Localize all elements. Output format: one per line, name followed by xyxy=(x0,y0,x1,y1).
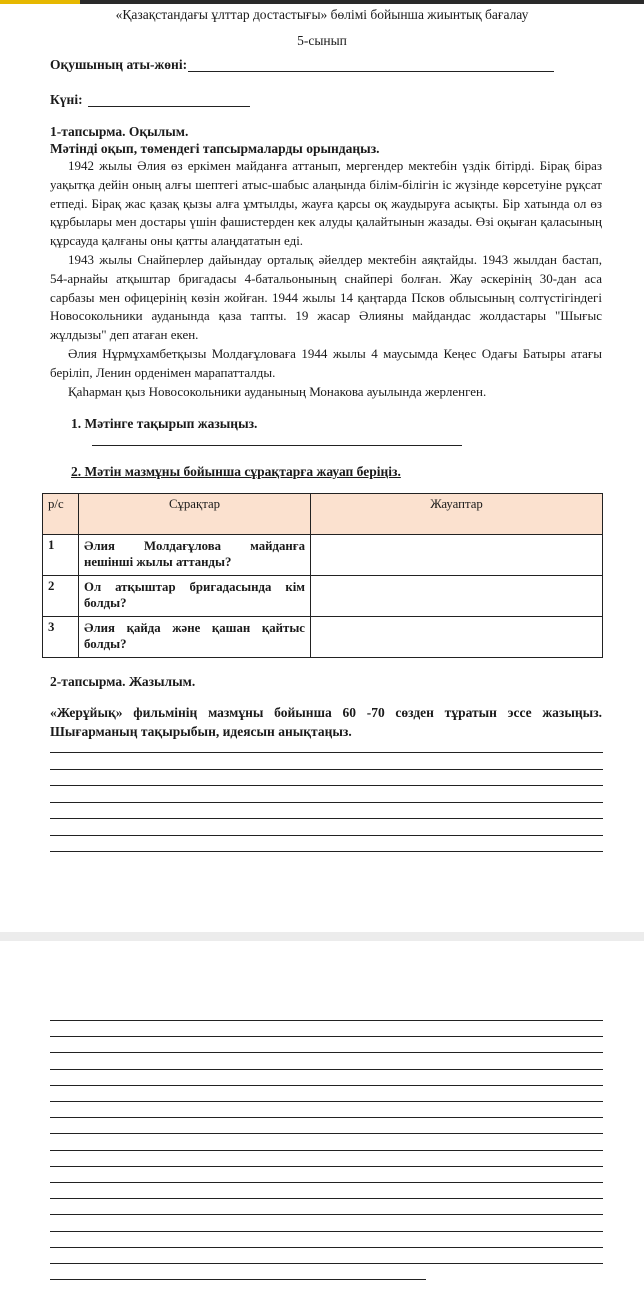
row-question: Әлия қайда және қашан қайтыс болды? xyxy=(79,617,311,658)
essay-line[interactable] xyxy=(50,1166,603,1167)
date-label: Күні: xyxy=(50,92,83,107)
reading-paragraph: 1943 жылы Снайперлер дайындау орталық әйелдер мектебін аяқтайды. 1943 жылдан бастап, 54-арнайы атқыштар бригадасы 4-батальонының снайпері болған. Жау әскерінің 30-дан аса сарбазы мен офицерінің көзін жойған. 1944 жылы 14 қаңтарда Псков облысының солтүстігіндегі Новосокольники ауданында қаза тапты. 19 жасар Әлияны майдандас жолдастары "Шығыс жұлдызы" деп атаған екен. xyxy=(50,251,602,343)
essay-line[interactable] xyxy=(50,1133,603,1134)
reading-paragraph: 1942 жылы Әлия өз еркімен майданға аттанып, мергендер мектебін үздік бітірді. Бірақ біраз уақытқа дейін оның алғы шептегі атыс-шабыс алаңында білім-білігін іс жүзінде көрсетуіне рұқсат етпеді. Бірақ жас қазақ қызы алға ұмтылды, жауға қарсы оқ жаудыруға асықты. Бір хатында ол өз құрбылары мен достары үшін фашистерден кек алуды қалайтынын жазады. Өзі оқыған қаласының құрсауда қалғаны оны қатты алаңдататын еді. xyxy=(50,158,602,249)
essay-line[interactable] xyxy=(50,1150,603,1151)
task2-heading: 2-тапсырма. Жазылым. xyxy=(50,674,196,689)
essay-line[interactable] xyxy=(50,802,603,803)
essay-line[interactable] xyxy=(50,1069,603,1070)
title-answer-field[interactable] xyxy=(92,445,462,446)
essay-line[interactable] xyxy=(50,1085,603,1086)
essay-line[interactable] xyxy=(50,1214,603,1215)
essay-line[interactable] xyxy=(50,752,603,753)
student-name-label: Оқушының аты-жөні: xyxy=(50,57,188,72)
row-number: 1 xyxy=(43,535,79,576)
col-number-header: р/с xyxy=(43,494,79,535)
grade-label: 5-сынып xyxy=(297,33,347,48)
date-field[interactable] xyxy=(88,106,250,107)
question-2: 2. Мәтін мазмұны бойынша сұрақтарға жауап беріңіз. xyxy=(71,464,401,479)
row-answer-cell[interactable] xyxy=(311,617,603,658)
task1-instruction: Мәтінді оқып, төмендегі тапсырмаларды орындаңыз. xyxy=(50,141,380,156)
question-1: 1. Мәтінге тақырып жазыңыз. xyxy=(71,416,258,431)
questions-table xyxy=(42,493,603,658)
essay-line[interactable] xyxy=(50,769,603,770)
reading-paragraph: Қаһарман қыз Новосокольники ауданының Монакова ауылында жерленген. xyxy=(68,383,487,399)
row-number: 3 xyxy=(43,617,79,658)
table-header-row xyxy=(43,494,603,535)
essay-line[interactable] xyxy=(50,1279,426,1280)
worksheet-page-2 xyxy=(0,941,644,1301)
table-row xyxy=(43,576,603,617)
student-name-field[interactable] xyxy=(188,71,554,72)
essay-line[interactable] xyxy=(50,1263,603,1264)
task2-instruction: «Жерұйық» фильмінің мазмұны бойынша 60 -70 сөзден тұратын эссе жазыңыз. Шығарманың тақырыбын, идеясын анықтаңыз. xyxy=(50,705,602,739)
table-row xyxy=(43,535,603,576)
row-number: 2 xyxy=(43,576,79,617)
essay-line[interactable] xyxy=(50,1247,603,1248)
essay-line[interactable] xyxy=(50,1182,603,1183)
essay-line[interactable] xyxy=(50,818,603,819)
row-answer-cell[interactable] xyxy=(311,576,603,617)
essay-line[interactable] xyxy=(50,1020,603,1021)
essay-line[interactable] xyxy=(50,1052,603,1053)
worksheet-page-1 xyxy=(0,4,644,932)
col-question-header: Сұрақтар xyxy=(79,494,311,535)
essay-line[interactable] xyxy=(50,1231,603,1232)
essay-line[interactable] xyxy=(50,785,603,786)
essay-line[interactable] xyxy=(50,835,603,836)
essay-line[interactable] xyxy=(50,1036,603,1037)
table-row xyxy=(43,617,603,658)
row-question: Әлия Молдағұлова майданға нешінші жылы аттанды? xyxy=(79,535,311,576)
essay-line[interactable] xyxy=(50,851,603,852)
col-answer-header: Жауаптар xyxy=(311,494,603,535)
reading-text xyxy=(50,157,602,401)
essay-line[interactable] xyxy=(50,1198,603,1199)
reading-paragraph: Әлия Нұрмұхамбетқызы Молдағұловаға 1944 жылы 4 маусымда Кеңес Одағы Батыры атағы беріліп, Ленин орденімен марапатталды. xyxy=(50,345,602,380)
row-question: Ол атқыштар бригадасында кім болды? xyxy=(79,576,311,617)
row-answer-cell[interactable] xyxy=(311,535,603,576)
essay-line[interactable] xyxy=(50,1101,603,1102)
essay-line[interactable] xyxy=(50,1117,603,1118)
task1-heading: 1-тапсырма. Оқылым. xyxy=(50,124,189,139)
page-title: «Қазақстандағы ұлттар достастығы» бөлімі бойынша жиынтық бағалау xyxy=(115,7,529,22)
